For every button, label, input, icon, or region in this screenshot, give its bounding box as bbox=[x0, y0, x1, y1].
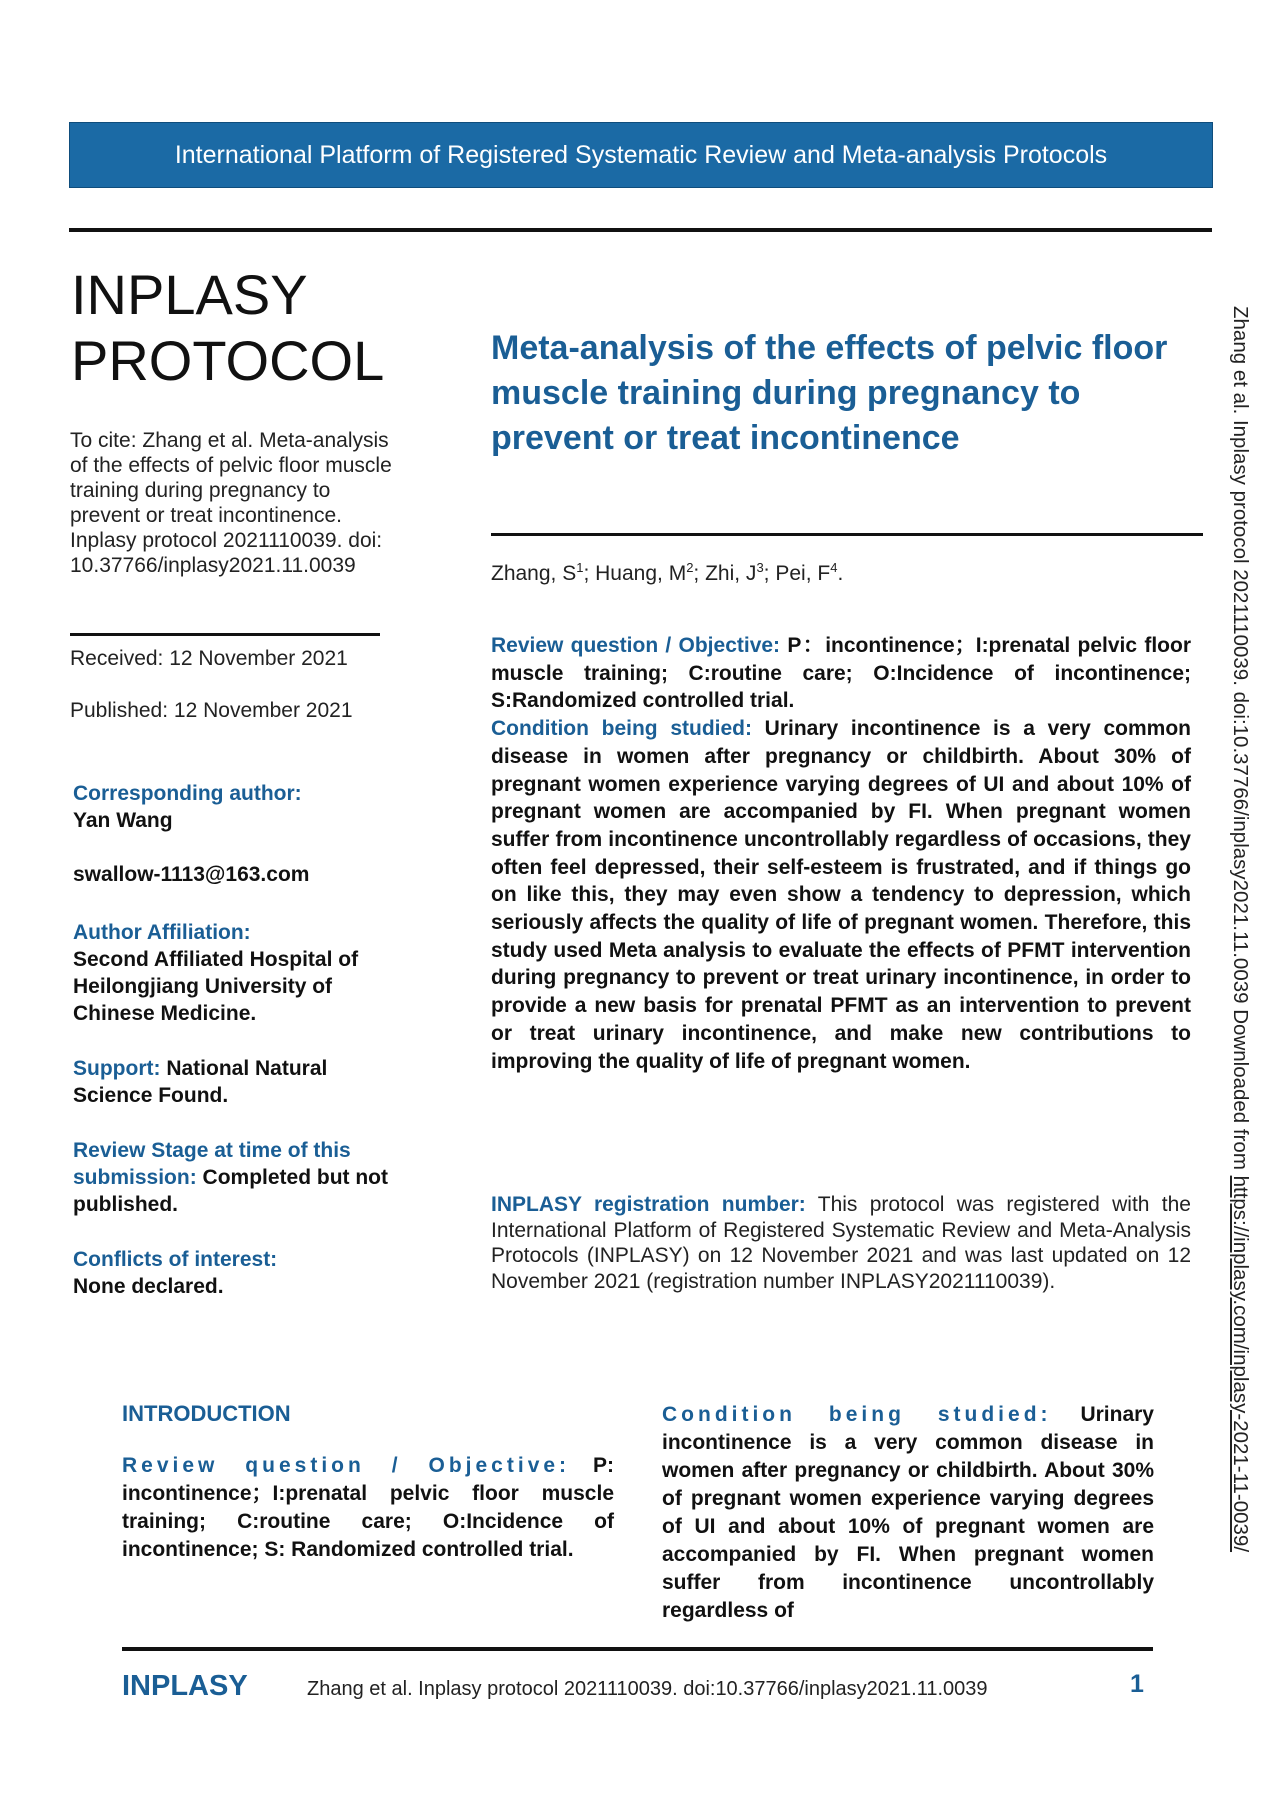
side-download-note bbox=[1228, 306, 1252, 1552]
support-label: Support: bbox=[73, 1057, 161, 1080]
author-separator: . bbox=[837, 562, 844, 585]
article-title: Meta-analysis of the effects of pelvic floor muscle training during pregnancy to prevent or treat incontinence bbox=[491, 329, 1168, 457]
conflicts-text: None declared. bbox=[73, 1275, 224, 1298]
title-divider bbox=[491, 533, 1203, 536]
intro-review-question bbox=[122, 1452, 614, 1564]
author-affiliation-mark: 3 bbox=[756, 560, 764, 575]
protocol-label-line2: PROTOCOL bbox=[71, 329, 385, 392]
review-question-label: Review question / Objective: bbox=[491, 634, 781, 657]
author-email[interactable]: swallow-1113@163.com bbox=[73, 863, 310, 886]
author-affiliation-mark: 1 bbox=[576, 560, 584, 575]
side-note-text: Zhang et al. Inplasy protocol 2021110039. doi:10.37766/inplasy2021.11.0039 Downloaded from bbox=[1229, 306, 1252, 1176]
author-affiliation-mark: 4 bbox=[830, 560, 838, 575]
protocol-label-line1: INPLASY bbox=[71, 263, 308, 326]
support-text: National Natural Science Found. bbox=[73, 1057, 328, 1107]
conflicts bbox=[73, 1246, 403, 1300]
protocol-label bbox=[71, 262, 431, 394]
footer-citation: Zhang et al. Inplasy protocol 2021110039. doi:10.37766/inplasy2021.11.0039 bbox=[307, 1678, 988, 1700]
intro-review-question-label: Review question / Objective: bbox=[122, 1454, 571, 1477]
received-date: Received: 12 November 2021 bbox=[70, 647, 348, 670]
abstract bbox=[491, 632, 1191, 1075]
footer-brand: INPLASY bbox=[122, 1670, 248, 1702]
corresponding-author bbox=[73, 780, 403, 834]
page-number: 1 bbox=[1130, 1670, 1144, 1698]
author-name: Pei, F bbox=[775, 562, 831, 585]
author-separator: ; bbox=[583, 562, 596, 585]
intro-condition-label: Condition being studied: bbox=[662, 1403, 1052, 1426]
download-link[interactable]: https://inplasy.com/inplasy-2021-11-0039/ bbox=[1229, 1175, 1252, 1553]
author-name: Zhang, S bbox=[491, 562, 577, 585]
introduction-heading: INTRODUCTION bbox=[122, 1401, 291, 1426]
support bbox=[73, 1055, 403, 1109]
citation-text: To cite: Zhang et al. Meta-analysis of the effects of pelvic floor muscle training during pregnancy to prevent or treat incontinence. Inplasy protocol 2021110039. doi: 10.37766/inplasy2021.11.0039 bbox=[70, 429, 392, 577]
left-divider bbox=[70, 633, 380, 636]
author-name: Huang, M bbox=[595, 562, 687, 585]
author-separator: ; bbox=[763, 562, 776, 585]
registration-label: INPLASY registration number: bbox=[491, 1193, 806, 1216]
review-stage-label: Review Stage at time of this submission: bbox=[73, 1139, 351, 1189]
registration-info bbox=[491, 1192, 1191, 1294]
review-stage-text: Completed but not published. bbox=[73, 1166, 388, 1216]
condition-label: Condition being studied: bbox=[491, 717, 752, 741]
affiliation-text: Second Affiliated Hospital of Heilongjiang University of Chinese Medicine. bbox=[73, 948, 359, 1025]
intro-condition bbox=[662, 1401, 1154, 1625]
registration-text: This protocol was registered with the International Platform of Registered Systematic Review and Meta-Analysis Protocols (INPLASY) on 12 November 2021 and was last updated on 12 November 2021 (registration number INPLASY2021110039). bbox=[491, 1193, 1191, 1293]
corresponding-author-name: Yan Wang bbox=[73, 809, 173, 832]
review-question-text: P：incontinence；I:prenatal pelvic floor muscle training; C:routine care; O:Incidence of incontinence; S:Randomized controlled trial. bbox=[491, 634, 1191, 713]
author-affiliation-mark: 2 bbox=[686, 560, 694, 575]
affiliation-label: Author Affiliation: bbox=[73, 921, 251, 944]
intro-review-question-text: P: incontinence；I:prenatal pelvic floor muscle training; C:routine care; O:Incidence of incontinence; S: Randomized controlled trial. bbox=[122, 1454, 614, 1561]
corresponding-author-label: Corresponding author: bbox=[73, 782, 302, 805]
footer-divider bbox=[122, 1647, 1153, 1651]
review-question bbox=[491, 632, 1191, 715]
author-affiliation bbox=[73, 919, 403, 1027]
top-divider bbox=[69, 228, 1212, 232]
condition-text: Urinary incontinence is a very common disease in women after pregnancy or childbirth. About 30% of pregnant women experience varying degrees of UI and about 10% of pregnant women are accompanied by FI. When pregnant women suffer from incontinence uncontrollably regardless of occasions, they often feel depressed, their self-esteem is frustrated, and if things go on like this, they may even show a tendency to depression, which seriously affects the quality of life of pregnant women. Therefore, this study used Meta analysis to evaluate the effects of PFMT intervention during pregnancy to prevent or treat urinary incontinence, in order to provide a new basis for prenatal PFMT as an intervention to prevent or treat urinary incontinence, and make new contributions to improving the quality of life of pregnant women. bbox=[491, 717, 1191, 1073]
review-stage bbox=[73, 1137, 403, 1218]
author-separator: ; bbox=[693, 562, 706, 585]
author-name: Zhi, J bbox=[705, 562, 757, 585]
intro-condition-text: Urinary incontinence is a very common disease in women after pregnancy or childbirth. About 30% of pregnant women experience varying degrees of UI and about 10% of pregnant women are accompanied by FI. When pregnant women suffer from incontinence uncontrollably regardless of bbox=[662, 1403, 1154, 1622]
header-banner: International Platform of Registered Systematic Review and Meta-analysis Protocols bbox=[69, 122, 1213, 188]
author-list bbox=[491, 560, 843, 586]
conflicts-label: Conflicts of interest: bbox=[73, 1248, 278, 1271]
published-date: Published: 12 November 2021 bbox=[70, 699, 353, 722]
condition-studied bbox=[491, 715, 1191, 1075]
